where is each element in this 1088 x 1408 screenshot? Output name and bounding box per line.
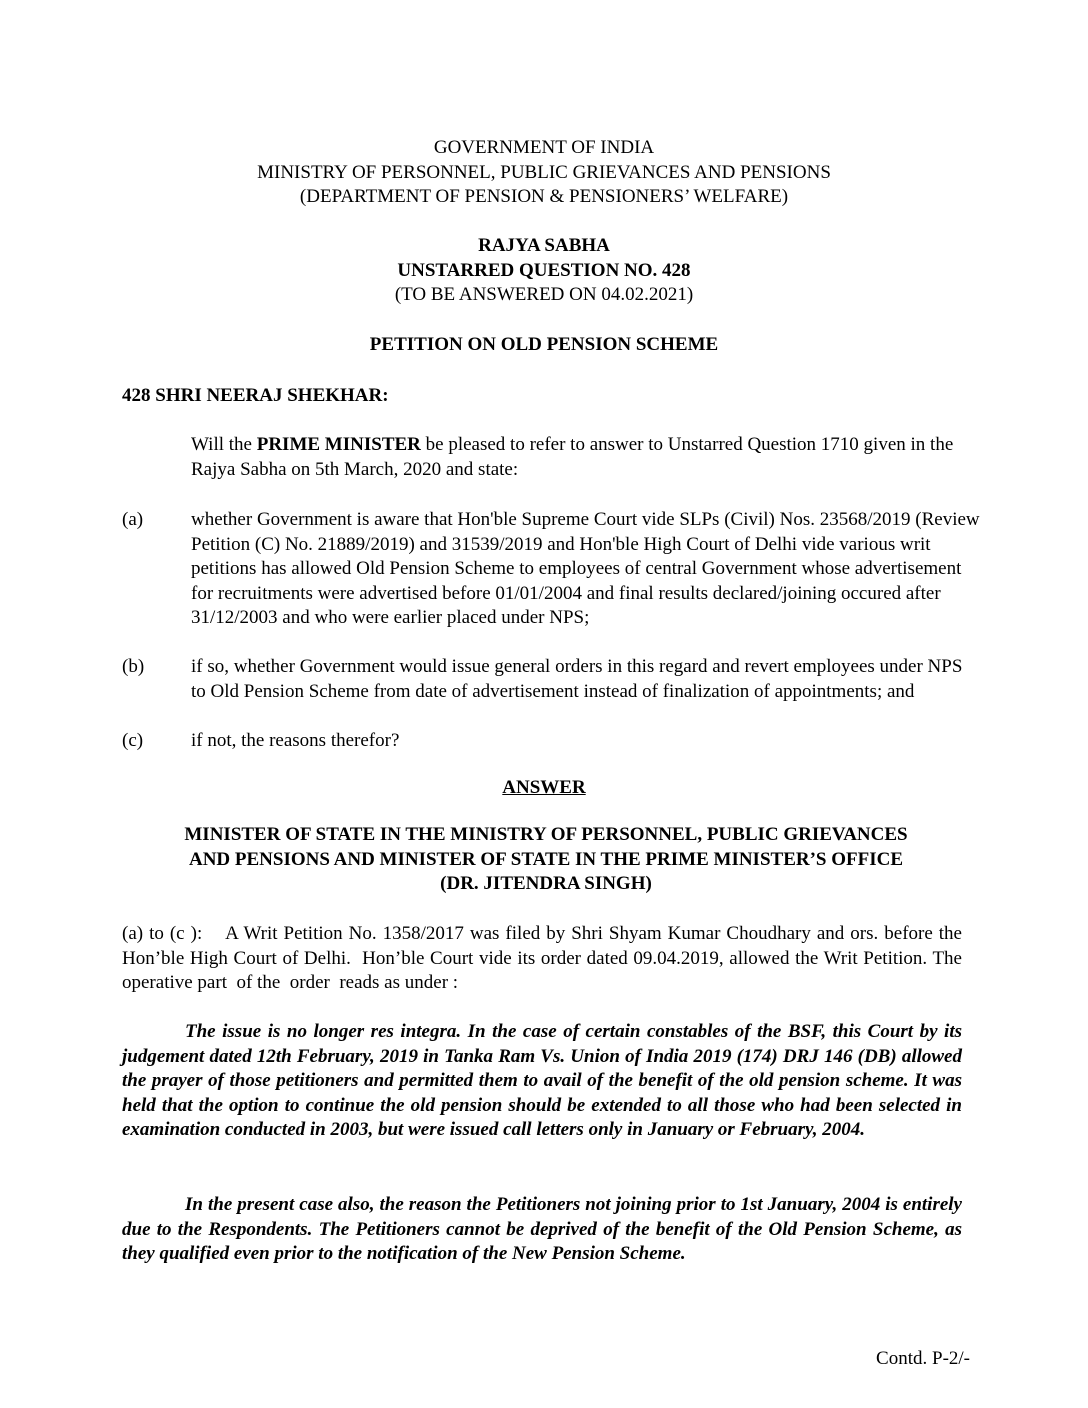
question-label: (c) [122,730,144,751]
continued-footer: Contd. P-2/- [876,1348,970,1369]
order-quote-1: The issue is no longer res integra. In the case of certain constables of the BSF, this Court by its judgement dated 12th February, 2019 in Tanka Ram Vs. Union of India 2019 (174) DRJ 146 (DB) allowed the prayer of those petitioners and permitted them to avail of the benefit of the old pension scheme. It was held that the option to continue the old pension should be extended to all those who had been selected in examination conducted in 2003, but were issued call letters only in January or February, 2004. [122,1021,962,1140]
header-line-3: (DEPARTMENT OF PENSION & PENSIONERS’ WELFARE) [299,186,789,207]
minister-line-3: (DR. JITENDRA SINGH) [440,873,652,894]
question-text: whether Government is aware that Hon'ble Supreme Court vide SLPs (Civil) Nos. 23568/2019 (Review Petition (C) No. 21889/2019) and 31539/2019 and Hon'ble High Court of Delhi vide various writ petitions has allowed Old Pension Scheme to employees of central Government whose advertisement for recruitments were advertised before 01/01/2004 and final results declared/joining occured after 31/12/2003 and who were earlier placed under NPS; [191,509,980,628]
intro-after: be pleased to refer to answer to Unstarred Question 1710 given in the Rajya Sabha on 5th March, 2020 and state: [191,434,954,480]
asker-name: 428 SHRI NEERAJ SHEKHAR: [122,385,389,406]
order-quote-2: In the present case also, the reason the Petitioners not joining prior to 1st January, 2004 is entirely due to the Respondents. The Petitioners cannot be deprived of the benefit of the Old Pension Scheme, as they qualified even prior to the notification of the New Pension Scheme. [122,1194,962,1264]
intro-before: Will the [191,434,257,455]
question-intro [191,433,971,482]
question-title: PETITION ON OLD PENSION SCHEME [369,334,719,355]
header-line-2: MINISTRY OF PERSONNEL, PUBLIC GRIEVANCES AND PENSIONS [257,161,831,183]
question-text: if so, whether Government would issue general orders in this regard and revert employees under NPS to Old Pension Scheme from date of advertisement instead of finalization of appointments; and [191,656,963,702]
question-number: UNSTARRED QUESTION NO. 428 [397,259,691,281]
answer-heading: ANSWER [502,777,586,798]
header-line-1: GOVERNMENT OF INDIA [433,137,655,158]
question-label: (a) [122,509,144,530]
house-name: RAJYA SABHA [478,235,610,256]
question-label: (b) [122,656,145,677]
minister-line-1: MINISTER OF STATE IN THE MINISTRY OF PERSONNEL, PUBLIC GRIEVANCES [184,824,908,845]
answer-paragraph: (a) to (c ): A Writ Petition No. 1358/2017 was filed by Shri Shyam Kumar Choudhary and ors. before the Hon’ble High Court of Delhi. Hon’ble Court vide its order dated 09.04.2019, allowed the Writ Petition. The operative part of the order reads as under : [122,923,967,993]
question-text: if not, the reasons therefor? [191,730,400,751]
intro-bold-addressee: PRIME MINISTER [256,434,421,455]
ministry-header [0,136,1088,210]
minister-line-2: AND PENSIONS AND MINISTER OF STATE IN THE PRIME MINISTER’S OFFICE [188,848,904,870]
answer-date: (TO BE ANSWERED ON 04.02.2021) [394,284,694,305]
question-info [0,234,1088,308]
minister-block [118,823,974,897]
